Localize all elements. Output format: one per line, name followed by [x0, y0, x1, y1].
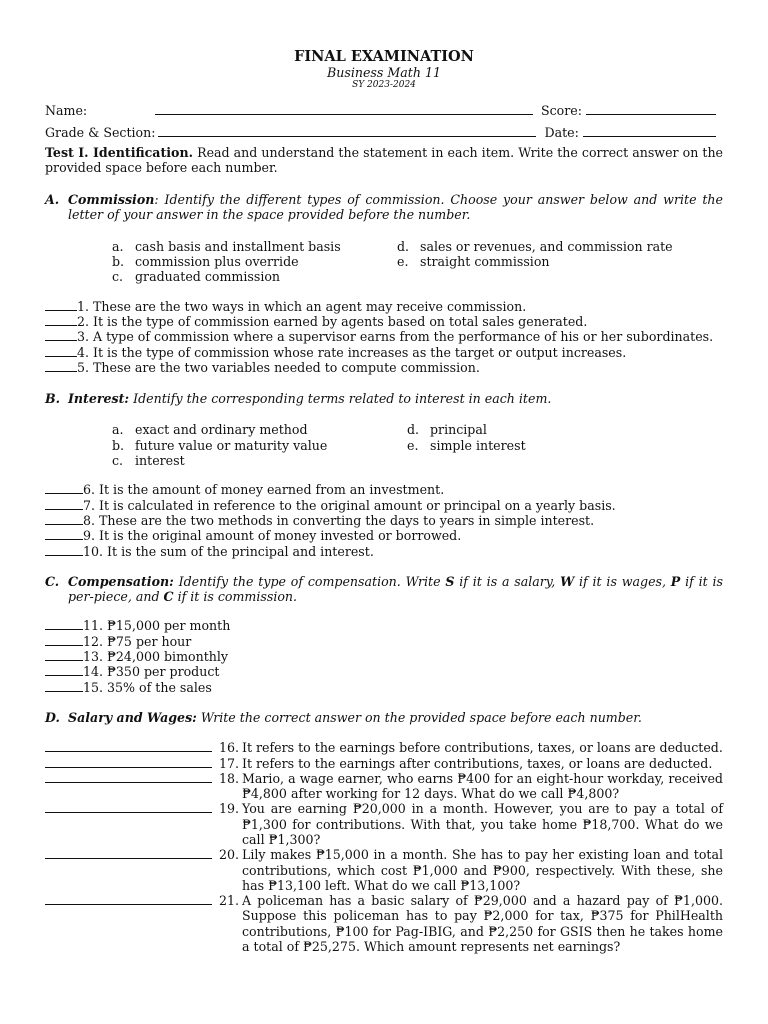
choice-option: e. simple interest: [407, 437, 526, 453]
question-item: 7. It is calculated in reference to the original amount or principal on a yearly basis.: [45, 498, 723, 513]
choice-option: a. cash basis and installment basis: [112, 238, 341, 254]
school-year: SY 2023-2024: [352, 80, 416, 90]
section-instruction: Write the correct answer on the provided space before each number.: [196, 709, 642, 725]
test-instruction-text: Read and understand the statement in each item. Write the correct answer on the provided space before each number.: [45, 144, 724, 175]
question-item: 12. ₱75 per hour: [45, 634, 723, 649]
exam-title: FINAL EXAMINATION: [294, 48, 474, 65]
answer-blank[interactable]: [45, 528, 83, 540]
question-item: 16. It refers to the earnings before contributions, taxes, or loans are deducted.: [45, 740, 723, 755]
answer-blank[interactable]: [45, 740, 212, 752]
section-letter: B.: [45, 391, 61, 407]
question-item: 17. It refers to the earnings after contributions, taxes, or loans are deducted.: [45, 756, 723, 771]
question-item: 6. It is the amount of money earned from an investment.: [45, 482, 723, 497]
answer-blank[interactable]: [45, 329, 77, 341]
exam-subject: Business Math 11: [327, 65, 441, 80]
section-title: Commission: [68, 192, 155, 208]
choice-option: c. graduated commission: [112, 269, 281, 285]
score-label: Score:: [541, 103, 582, 118]
section-d-items: [45, 740, 723, 954]
date-field[interactable]: [583, 125, 716, 137]
name-score-row: [45, 103, 723, 118]
section-d-heading: [45, 710, 723, 725]
question-item: 14. ₱350 per product: [45, 664, 723, 679]
question-item: 3. A type of commission where a supervisor earns from the performance of his or her subordinates.: [45, 329, 723, 344]
answer-blank[interactable]: [45, 801, 212, 813]
answer-blank[interactable]: [45, 498, 83, 510]
section-a-heading: [45, 192, 723, 223]
answer-blank[interactable]: [45, 756, 212, 768]
answer-blank[interactable]: [45, 345, 77, 357]
choice-option: d. principal: [407, 422, 487, 438]
grade-date-row: [45, 125, 723, 140]
answer-blank[interactable]: [45, 649, 83, 661]
section-b-heading: [45, 391, 723, 406]
name-field[interactable]: [155, 103, 533, 115]
section-title: Interest:: [68, 391, 130, 407]
question-item: 1. These are the two ways in which an agent may receive commission.: [45, 299, 723, 314]
section-b-choices: [112, 422, 723, 468]
question-item: 15. 35% of the sales: [45, 680, 723, 695]
answer-blank[interactable]: [45, 299, 77, 311]
question-item: 2. It is the type of commission earned by agents based on total sales generated.: [45, 314, 723, 329]
answer-blank[interactable]: [45, 618, 83, 630]
section-instruction: Identify the corresponding terms related to interest in each item.: [129, 391, 552, 407]
answer-blank[interactable]: [45, 893, 212, 905]
section-instruction: : Identify the different types of commission. Choose your answer below and write the letter of your answer in the space provided before the number.: [68, 192, 723, 223]
test-instructions: [45, 145, 723, 176]
section-c-heading: C. Compensation: Identify the type of compensation. Write S if it is a salary, W if it is wages, P if it is per-piece, and C if it is commission.: [45, 573, 723, 605]
question-item: 9. It is the original amount of money invested or borrowed.: [45, 528, 723, 543]
choice-option: b. commission plus override: [112, 254, 299, 270]
question-item: 10. It is the sum of the principal and interest.: [45, 544, 723, 559]
choice-option: b. future value or maturity value: [112, 437, 328, 453]
choice-option: d. sales or revenues, and commission rate: [397, 238, 673, 254]
section-a-items: [45, 299, 723, 375]
answer-blank[interactable]: [45, 544, 83, 556]
answer-blank[interactable]: [45, 771, 212, 783]
exam-page: [45, 48, 723, 954]
test-title: Test I. Identification.: [45, 144, 194, 160]
question-item: 5. These are the two variables needed to compute commission.: [45, 360, 723, 375]
section-letter: C.: [45, 573, 60, 589]
answer-blank[interactable]: [45, 314, 77, 326]
grade-section-label: Grade & Section:: [45, 125, 156, 141]
score-field[interactable]: [586, 103, 716, 115]
answer-blank[interactable]: [45, 847, 212, 859]
answer-blank[interactable]: [45, 680, 83, 692]
choice-option: e. straight commission: [397, 254, 550, 270]
choice-option: a. exact and ordinary method: [112, 422, 308, 438]
question-item: 19. You are earning ₱20,000 in a month. However, you are to pay a total of ₱1,300 for contributions. With that, you take home ₱18,700. What do we call ₱1,300?: [45, 801, 723, 847]
date-label: Date:: [544, 125, 579, 141]
question-item: 20. Lily makes ₱15,000 in a month. She has to pay her existing loan and total contributions, which cost ₱1,000 and ₱900, respectively. With these, she has ₱13,100 left. What do we call ₱13,100?: [45, 847, 723, 893]
question-item: 8. These are the two methods in converting the days to years in simple interest.: [45, 513, 723, 528]
section-b-items: [45, 482, 723, 558]
question-item: 18. Mario, a wage earner, who earns ₱400 for an eight-hour workday, received ₱4,800 after working for 12 days. What do we call ₱4,800?: [45, 771, 723, 802]
grade-section-field[interactable]: [158, 125, 536, 137]
answer-blank[interactable]: [45, 513, 83, 525]
question-item: 11. ₱15,000 per month: [45, 618, 723, 633]
section-c-items: [45, 618, 723, 694]
answer-blank[interactable]: [45, 664, 83, 676]
section-letter: D.: [45, 709, 60, 725]
section-title: Compensation:: [68, 573, 174, 589]
section-title: Salary and Wages:: [68, 709, 197, 725]
answer-blank[interactable]: [45, 482, 83, 494]
name-label: Name:: [45, 103, 88, 118]
answer-blank[interactable]: [45, 360, 77, 372]
section-a-choices: [112, 239, 723, 285]
choice-option: c. interest: [112, 453, 185, 469]
question-item: 21. A policeman has a basic salary of ₱29,000 and a hazard pay of ₱1,000. Suppose this policeman has to pay ₱2,000 for tax, ₱375 for PhilHealth contributions, ₱100 for Pag-IBIG, and ₱2,250 for GSIS then he takes home a total of ₱25,275. Which amount represents net earnings?: [45, 893, 723, 954]
section-letter: A.: [45, 192, 60, 208]
answer-blank[interactable]: [45, 634, 83, 646]
question-item: 13. ₱24,000 bimonthly: [45, 649, 723, 664]
question-item: 4. It is the type of commission whose rate increases as the target or output increases.: [45, 345, 723, 360]
